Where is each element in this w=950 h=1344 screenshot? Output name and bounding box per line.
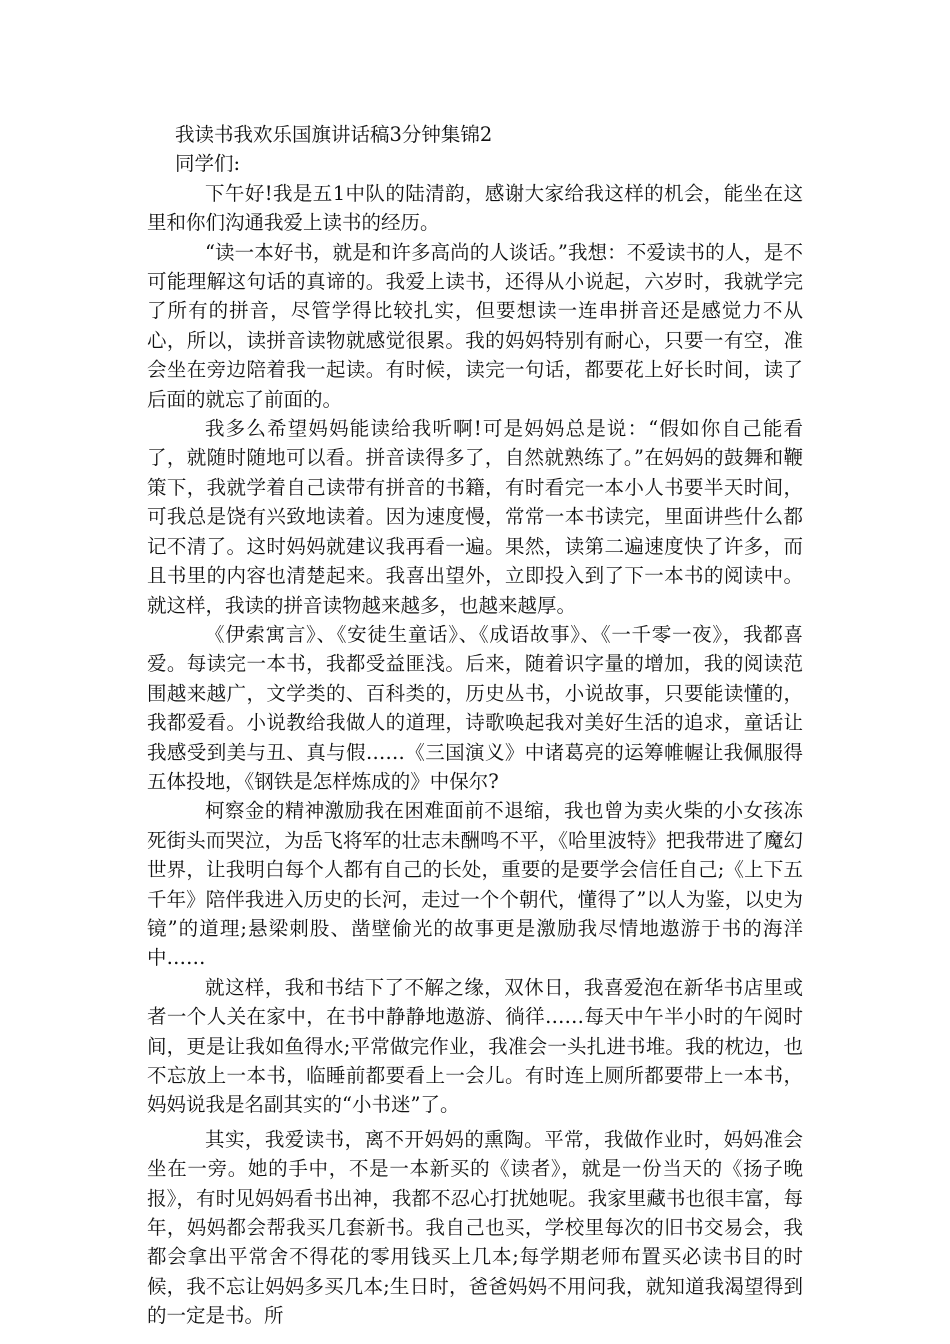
document-title: 我读书我欢乐国旗讲话稿3分钟集锦2	[175, 123, 493, 146]
salutation: 同学们:	[175, 152, 241, 176]
paragraph-5: 柯察金的精神激励我在困难面前不退缩，我也曾为卖火柴的小女孩冻死街头而哭泣，为岳飞将军的壮志未酬鸣不平，《哈里波特》把我带进了魔幻世界，让我明白每个人都有自己的长处，重要的是要学会信任自己;《上下五千年》陪伴我进入历史的长河，走过一个个朝代，懂得了”以人为鉴，以史为镜”的道理;悬梁刺股、凿壁偷光的故事更是激励我尽情地遨游于书的海洋中……	[147, 799, 803, 970]
paragraph-4: 《伊索寓言》、《安徒生童话》、《成语故事》、《一千零一夜》，我都喜爱。每读完一本书，我都受益匪浅。后来，随着识字量的增加，我的阅读范围越来越广，文学类的、百科类的，历史丛书，小说故事，只要能读懂的，我都爱看。小说教给我做人的道理，诗歌唤起我对美好生活的追求，童话让我感受到美与丑、真与假……《三国演义》中诸葛亮的运筹帷幄让我佩服得五体投地，《钢铁是怎样炼成的》中保尔?	[147, 622, 803, 793]
document-body	[147, 120, 803, 1331]
paragraph-7: 其实，我爱读书，离不开妈妈的熏陶。平常，我做作业时，妈妈准会坐在一旁。她的手中，不是一本新买的《读者》，就是一份当天的《扬子晚报》，有时见妈妈看书出神，我都不忍心打扰她呢。我家里藏书也很丰富，每年，妈妈都会帮我买几套新书。我自己也买，学校里每次的旧书交易会，我都会拿出平常舍不得花的零用钱买上几本;每学期老师布置买必读书目的时候，我不忘让妈妈多买几本;生日时，爸爸妈妈不用问我，就知道我渴望得到的一定是书。所	[147, 1127, 803, 1328]
paragraph-1: 下午好!我是五1中队的陆清韵，感谢大家给我这样的机会，能坐在这里和你们沟通我爱上读书的经历。	[147, 181, 803, 235]
paragraph-6: 就这样，我和书结下了不解之缘，双休日，我喜爱泡在新华书店里或者一个人关在家中，在书中静静地遨游、徜徉……每天中午半小时的午阅时间，更是让我如鱼得水;平常做完作业，我准会一头扎进书堆。我的枕边，也不忘放上一本书，临睡前都要看上一会儿。有时连上厕所都要带上一本书，妈妈说我是名副其实的“小书迷”了。	[147, 975, 803, 1117]
paragraph-2: “读一本好书，就是和许多高尚的人谈话。”我想：不爱读书的人，是不可能理解这句话的真谛的。我爱上读书，还得从小说起，六岁时，我就学完了所有的拼音，尽管学得比较扎实，但要想读一连串拼音还是感觉力不从心，所以，读拼音读物就感觉很累。我的妈妈特别有耐心，只要一有空，准会坐在旁边陪着我一起读。有时候，读完一句话，都要花上好长时间，读了后面的就忘了前面的。	[147, 240, 803, 411]
paragraph-3: 我多么希望妈妈能读给我听啊!可是妈妈总是说：“假如你自己能看了，就随时随地可以看。拼音读得多了，自然就熟练了。”在妈妈的鼓舞和鞭策下，我就学着自己读带有拼音的书籍，有时看完一本小人书要半天时间，可我总是饶有兴致地读着。因为速度慢，常常一本书读完，里面讲些什么都记不清了。这时妈妈就建议我再看一遍。果然，读第二遍速度快了许多，而且书里的内容也清楚起来。我喜出望外，立即投入到了下一本书的阅读中。就这样，我读的拼音读物越来越多，也越来越厚。	[147, 417, 803, 617]
